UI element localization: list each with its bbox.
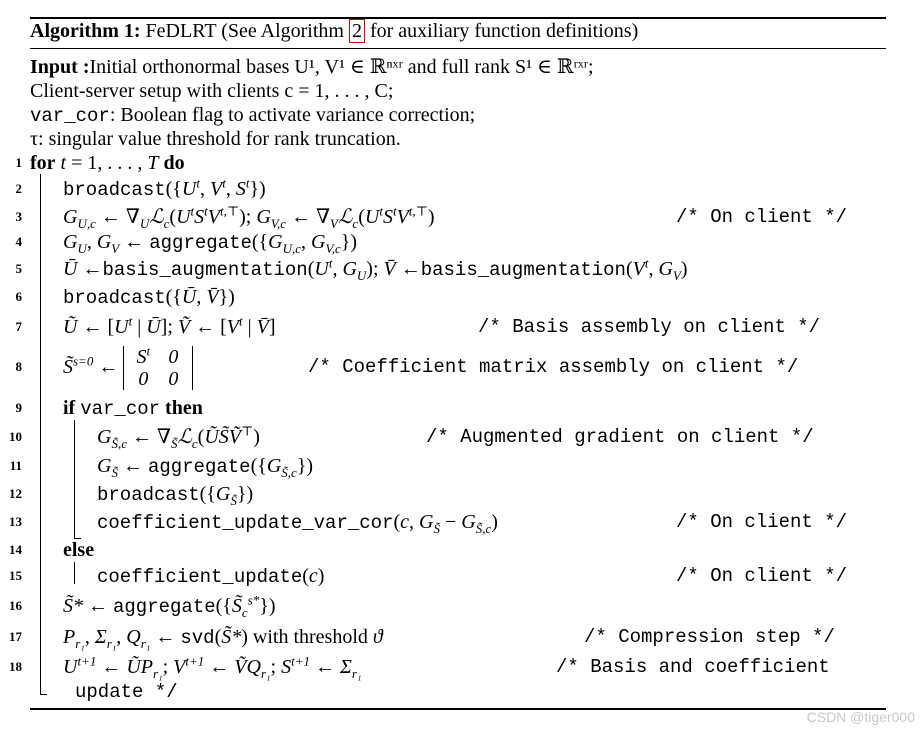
line-number: 16 <box>9 598 22 613</box>
line-6: broadcast({Ū, V̄}) <box>63 286 235 309</box>
line-9: if var_cor then <box>63 397 203 420</box>
bottom-rule <box>30 708 886 710</box>
line-number: 14 <box>9 542 22 557</box>
line-13: coefficient_update_var_cor(c, $G_{S̃} - G_{S̃,c}$) <box>97 511 498 536</box>
comment-line-13: /* On client */ <box>676 511 848 533</box>
line-number: 1 <box>15 155 22 170</box>
line-number: 13 <box>9 514 22 529</box>
line-8: S̃$^{s=0}$ ← $S^t$ 0 0 0 <box>63 342 193 392</box>
line-5: Ū $\leftarrow basis\_augmentation(U^t$, $G_U$); V̄ $\leftarrow basis\_augmentation(V^t$, $G_V$) <box>63 255 688 283</box>
line-16: S̃* ← $aggregate(\{S̃_c^{s*}\})$ <box>63 592 276 620</box>
line-number: 6 <box>15 289 22 304</box>
coefficient-matrix: $S^t$ 0 0 0 <box>123 346 193 390</box>
for-block-hook <box>40 694 47 695</box>
top-rule <box>30 17 886 19</box>
line-11: $G_{S̃}$ ← $aggregate(\{G_{S̃,c}\})$ <box>97 455 314 480</box>
line-10: $G_{S̃,c}$ ← $\nabla_{S̃}ℒ_c(ŨS̃Ṽ^⊤)$ <box>97 423 260 451</box>
input-line-2: Client-server setup with clients c = 1, . . . , C; <box>30 80 394 102</box>
algorithm-title: Algorithm 1: FeDLRT (See Algorithm 2 for auxiliary function definitions) <box>30 20 639 42</box>
else-block-bar <box>74 562 75 584</box>
watermark: CSDN @tiger000 <box>806 709 915 725</box>
line-3: $G_{U,c}$ ← $\nabla_Uℒ_c(U^tS^tV^{t,⊤})$; $G_{V,c}$ ← $\nabla_Vℒ_c(U^tS^tV^{t,⊤})$ <box>63 203 435 231</box>
line-number: 8 <box>15 359 22 374</box>
comment-line-15: /* On client */ <box>676 565 848 587</box>
line-17: $P_{r_1}$, $\Sigma_{r_1}$, $Q_{r_1}$ ← svd(S̃*) with threshold ϑ <box>63 626 383 651</box>
line-number: 12 <box>9 486 22 501</box>
line-12: $broadcast(\{G_{S̃}\})$ <box>97 483 254 508</box>
input-line-1: Input :Initial orthonormal bases U¹, V¹ ∈ ℝⁿˣʳ and full rank S¹ ∈ ℝʳˣʳ; <box>30 56 594 78</box>
line-4: $G_U$, $G_V$ ← $aggregate(\{G_{U,c}$, $G_{V,c}$}) <box>63 231 358 256</box>
if-block-bar <box>74 420 75 538</box>
line-number: 7 <box>15 319 22 334</box>
line-18: $U^{t+1}$ ← $ŨP_{r_1}$; $V^{t+1}$ ← ṼQ$_{r_1}$; $S^{t+1}$ ← $\Sigma_{r_1}$ <box>63 653 362 681</box>
line-number: 9 <box>15 400 22 415</box>
input-line-4: τ: singular value threshold for rank truncation. <box>30 128 401 150</box>
line-number: 10 <box>9 429 22 444</box>
for-block-bar <box>40 174 41 694</box>
line-number: 4 <box>15 234 22 249</box>
line-14: else <box>63 539 95 561</box>
line-15: coefficient_update(c) <box>97 565 325 588</box>
input-line-3: var_cor: Boolean flag to activate variance correction; <box>30 104 476 127</box>
line-7: Ũ ← [$U^t$ | Ū]; Ṽ ← [$V^t$ | V̄] <box>63 313 276 338</box>
line-number: 18 <box>9 659 22 674</box>
comment-line-18-continued: update */ <box>75 681 178 703</box>
comment-line-7: /* Basis assembly on client */ <box>478 316 821 338</box>
line-number: 2 <box>15 181 22 196</box>
comment-line-8: /* Coefficient matrix assembly on client */ <box>308 356 799 378</box>
line-number: 17 <box>9 629 22 644</box>
comment-line-10: /* Augmented gradient on client */ <box>426 426 814 448</box>
comment-line-3: /* On client */ <box>676 206 848 228</box>
line-number: 3 <box>15 209 22 224</box>
title-rule <box>30 48 886 49</box>
line-1: for t = 1, . . . , T do <box>30 152 185 174</box>
line-number: 15 <box>9 568 22 583</box>
line-number: 11 <box>9 458 22 473</box>
algorithm-reference-link[interactable]: 2 <box>349 19 365 43</box>
comment-line-17: /* Compression step */ <box>584 626 835 648</box>
line-2: $broadcast(\{U^t$, $V^t$, $S^t$}) <box>63 175 266 201</box>
line-number: 5 <box>15 261 22 276</box>
comment-line-18: /* Basis and coefficient <box>556 656 830 678</box>
